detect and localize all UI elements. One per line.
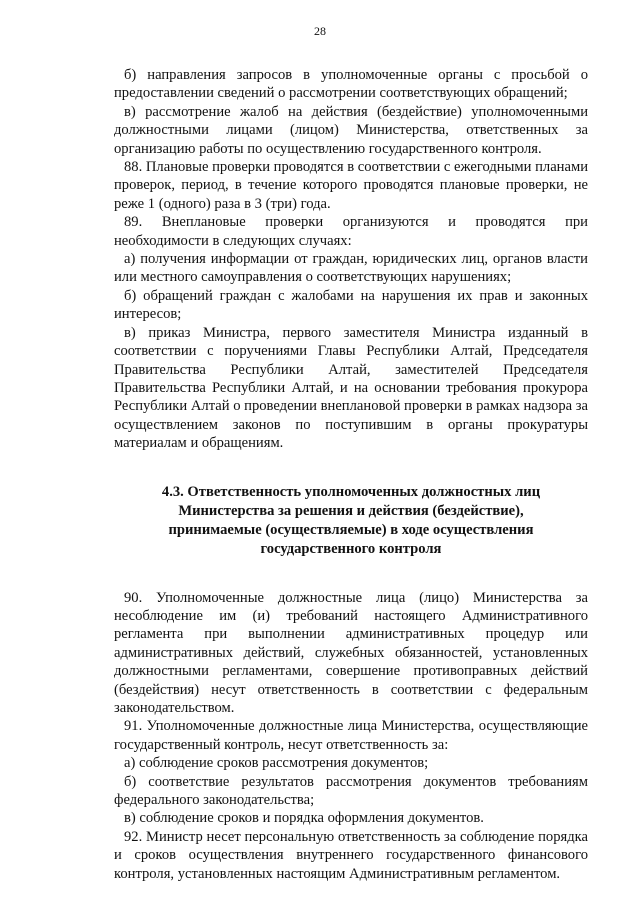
paragraph-89-a: а) получения информации от граждан, юридических лиц, органов власти или местного самоуправления о соответствующих нарушениях; <box>114 251 588 286</box>
heading-line: Министерства за решения и действия (бездействие), <box>178 502 524 519</box>
section-top <box>114 66 588 453</box>
paragraph-90: 90. Уполномоченные должностные лица (лицо) Министерства за несоблюдение им (и) требований настоящего Административного регламента при выполнении административных процедур или административных действий, служебных обязанностей, установленных должностными регламентами, совершение противоправных действий (бездействия) несут ответственность в соответствии с федеральным законодательством. <box>114 589 588 716</box>
paragraph-89-v: в) приказ Министра, первого заместителя Министра изданный в соответствии с поручениями Главы Республики Алтай, Председателя Правительства Республики Алтай, заместителей Председателя Правительства Республики Алтай, и на основании требования прокурора Республики Алтай о проведении внеплановой проверки в рамках надзора за осуществлением законов по поступившим в органы прокуратуры материалам и обращениям. <box>114 324 588 452</box>
document-body <box>114 66 588 883</box>
paragraph-92: 92. Министр несет персональную ответственность за соблюдение порядка и сроков осуществления внутреннего государственного финансового контроля, установленных настоящим Административным регламентом. <box>114 828 588 882</box>
paragraph-88: 88. Плановые проверки проводятся в соответствии с ежегодными планами проверок, период, в течение которого проводятся плановые проверки, не реже 1 (одного) раза в 3 (три) года. <box>114 159 589 212</box>
heading-line: государственного контроля <box>260 540 442 557</box>
section-bottom <box>114 589 588 884</box>
paragraph-91-v: в) соблюдение сроков и порядка оформления документов. <box>124 810 484 827</box>
paragraph-89-b: б) обращений граждан с жалобами на нарушения их прав и законных интересов; <box>114 287 588 323</box>
heading-line: принимаемые (осуществляемые) в ходе осуществления <box>168 521 534 538</box>
page-number: 28 <box>314 24 326 38</box>
paragraph-v-complaints: в) рассмотрение жалоб на действия (бездействие) уполномоченными должностными лицами (лицом) Министерства, ответственных за организацию работы по осуществлению государственного контроля. <box>114 103 588 157</box>
section-heading-4-3 <box>114 483 588 559</box>
paragraph-91: 91. Уполномоченные должностные лица Министерства, осуществляющие государственный контроль, несут ответственность за: <box>114 718 588 753</box>
heading-line: 4.3. Ответственность уполномоченных должностных лиц <box>161 483 541 500</box>
paragraph-89: 89. Внеплановые проверки организуются и проводятся при необходимости в следующих случаях: <box>114 214 588 249</box>
paragraph-91-b: б) соответствие результатов рассмотрения документов требованиям федерального законодательства; <box>114 773 588 808</box>
paragraph-91-a: а) соблюдение сроков рассмотрения документов; <box>124 755 429 772</box>
paragraph-b-requests: б) направления запросов в уполномоченные органы с просьбой о предоставлении сведений о рассмотрении соответствующих обращений; <box>114 67 588 102</box>
